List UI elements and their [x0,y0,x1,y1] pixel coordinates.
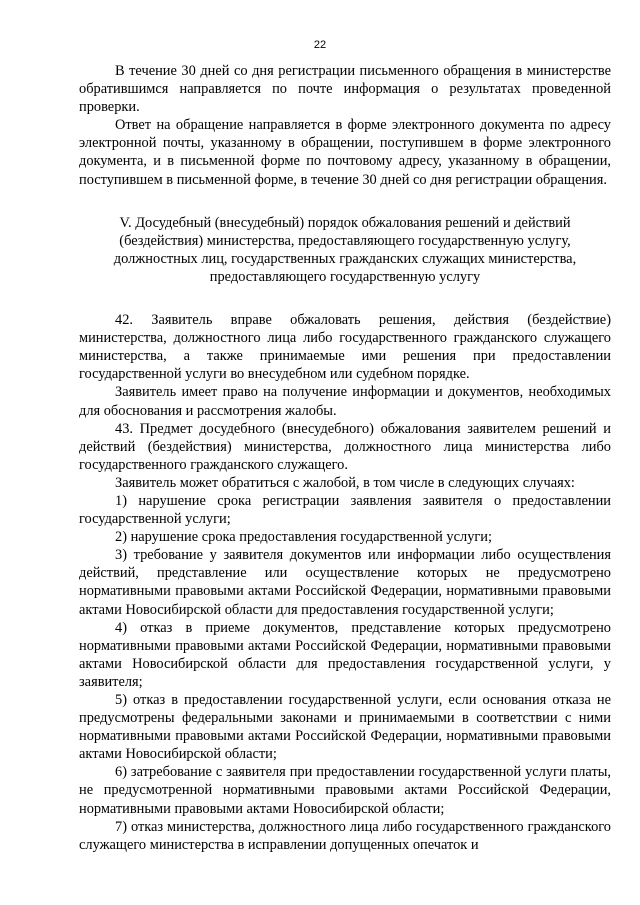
paragraph-response-30-days: В течение 30 дней со дня регистрации письменного обращения в министерстве обратившимся направляется по почте информация о результатах проведенной проверки. [79,63,611,116]
paragraph-complaint-cases: Заявитель может обратиться с жалобой, в том числе в следующих случаях: [115,474,575,491]
page-number: 22 [313,39,327,51]
document-body [79,62,611,854]
list-item-1: 1) нарушение срока регистрации заявления заявителя о предоставлении государственной услуги; [79,492,611,528]
section-heading-line: предоставляющего государственную услугу [209,268,481,285]
section-heading-line: V. Досудебный (внесудебный) порядок обжалования решений и действий [119,214,571,231]
list-item-6: 6) затребование с заявителя при предоставлении государственной услуги платы, не предусмотренной нормативными правовыми актами Российской Федерации, нормативными правовыми актами Новосибирской области; [79,764,611,817]
paragraph-right-to-information: Заявитель имеет право на получение информации и документов, необходимых для обоснования и рассмотрения жалобы. [79,384,611,419]
paragraph-43: 43. Предмет досудебного (внесудебного) обжалования заявителем решений и действий (бездействия) министерства, должностного лица министерства либо государственного гражданского служащего. [79,420,611,473]
list-item-3: 3) требование у заявителя документов или информации либо осуществления действий, представление или осуществление которых не предусмотрено нормативными правовыми актами Российской Федерации, нормативными правовыми актами Новосибирской области для предоставления государственной услуги; [79,547,611,618]
list-item-4: 4) отказ в приеме документов, представление которых предусмотрено нормативными правовыми актами Российской Федерации, нормативными правовыми актами Новосибирской области для предоставления государственной услуги, у заявителя; [79,619,611,690]
list-item-5: 5) отказ в предоставлении государственной услуги, если основания отказа не предусмотрены федеральными законами и принимаемыми в соответствии с ними нормативными правовыми актами Российской Федерации, нормативными правовыми актами Новосибирской области; [79,692,611,763]
section-heading-v [79,214,611,286]
list-item-7: 7) отказ министерства, должностного лица либо государственного гражданского служащего министерства в исправлении допущенных опечаток и [79,818,611,853]
paragraph-electronic-response: Ответ на обращение направляется в форме электронного документа по адресу электронной почты, указанному в обращении, поступившем в форме электронного документа, и в письменной форме по почтовому адресу, указанному в обращении, поступившем в письменной форме, в течение 30 дней со дня регистрации обращения. [79,117,611,188]
paragraph-42: 42. Заявитель вправе обжаловать решения, действия (бездействие) министерства, должностного лица либо государственного гражданского служащего министерства, а также принимаемые ими решения при предоставлении государственной услуги во внесудебном или судебном порядке. [79,312,611,383]
section-heading-line: должностных лиц, государственных гражданских служащих министерства, [113,250,577,267]
section-heading-line: (бездействия) министерства, предоставляющего государственную услугу, [119,232,571,249]
list-item-2: 2) нарушение срока предоставления государственной услуги; [115,529,492,546]
